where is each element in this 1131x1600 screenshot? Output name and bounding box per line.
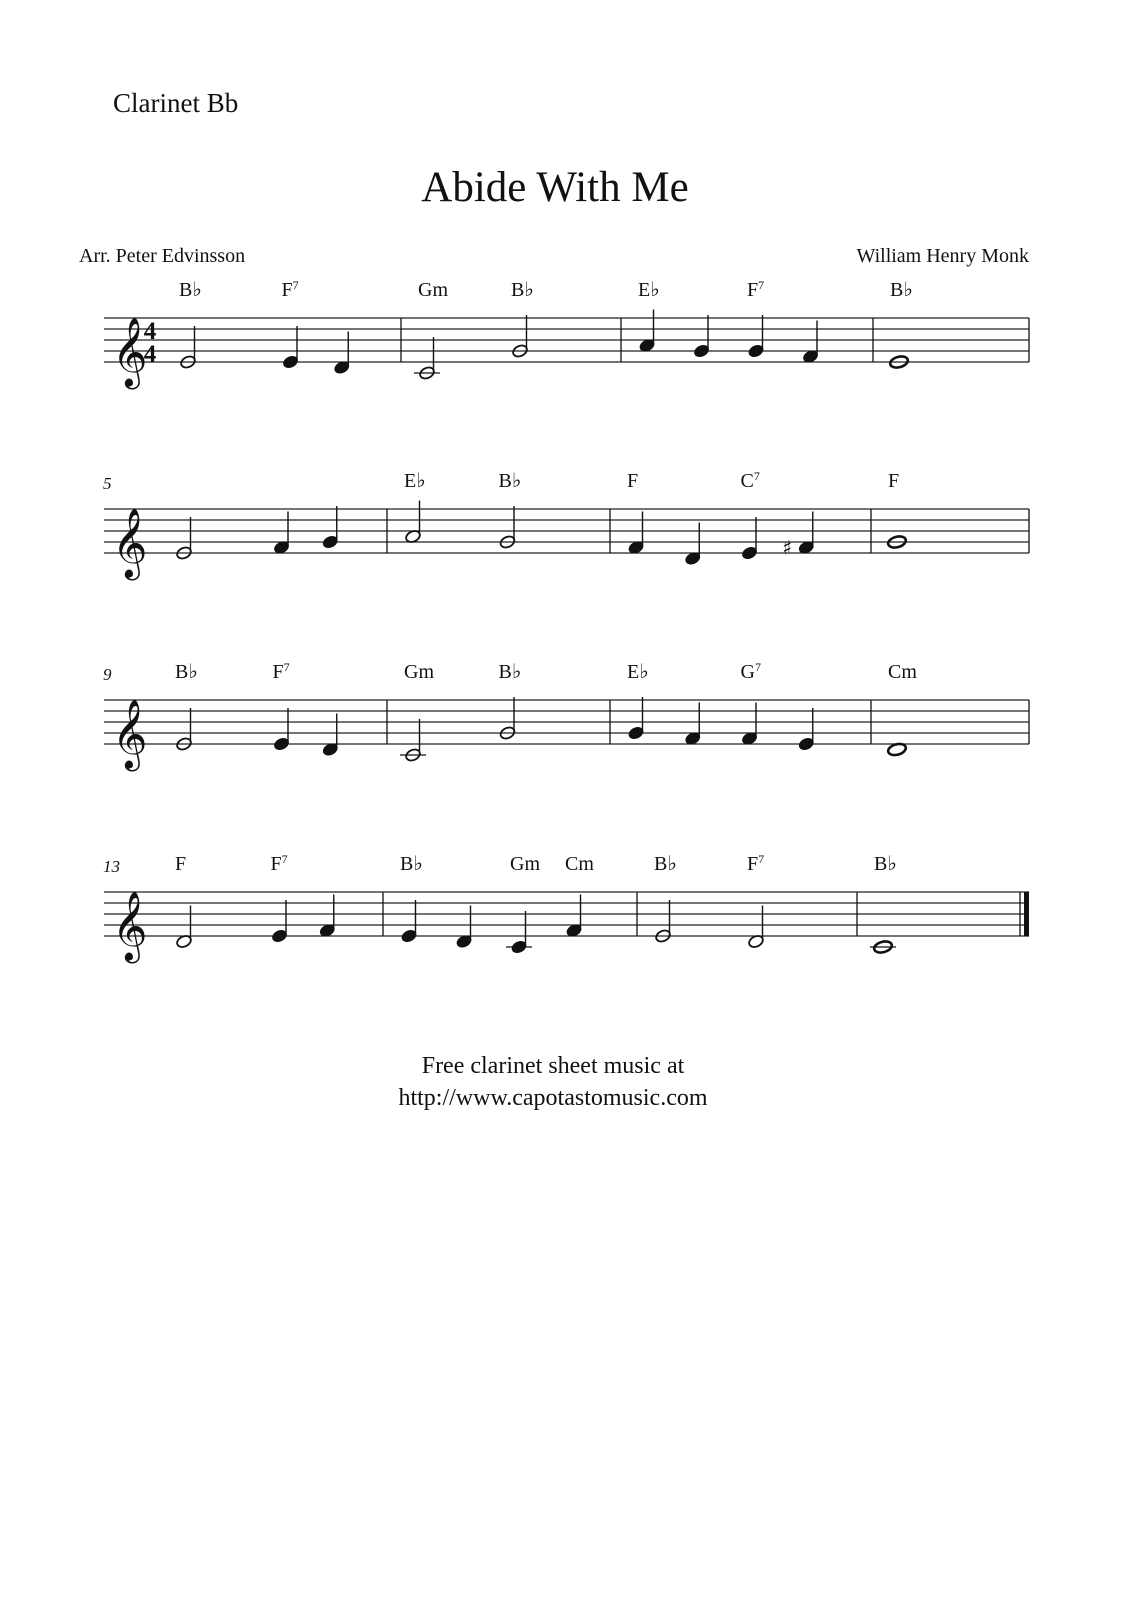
chord-symbol: B♭ xyxy=(890,279,913,301)
arranger-credit: Arr. Peter Edvinsson xyxy=(79,245,246,267)
chord-symbol: $F^7$ xyxy=(270,852,288,875)
footer xyxy=(0,1050,1106,1114)
chord-symbol: B♭ xyxy=(874,853,897,875)
time-signature-bottom: 4 xyxy=(143,341,157,368)
footer-url: http://www.capotastomusic.com xyxy=(398,1085,708,1111)
composer-credit: William Henry Monk xyxy=(856,245,1029,267)
chord-symbol: E♭ xyxy=(404,470,426,492)
sharp-icon: ♯ xyxy=(782,535,792,560)
chord-symbol: Cm xyxy=(888,661,917,683)
chord-symbol: Gm xyxy=(404,661,434,683)
measure-number: 13 xyxy=(103,857,120,876)
chord-symbol: B♭ xyxy=(654,853,677,875)
measure-number: 9 xyxy=(103,665,112,684)
time-signature-top: 4 xyxy=(143,318,157,345)
chord-symbol: B♭ xyxy=(498,661,522,683)
chord-symbol: $C^7$ xyxy=(740,469,760,492)
chord-symbol: B♭ xyxy=(511,279,534,301)
treble-clef-icon: 𝄞 xyxy=(112,891,148,961)
measure-number: 5 xyxy=(103,474,112,493)
chord-symbol: Gm xyxy=(418,279,448,301)
song-title: Abide With Me xyxy=(421,164,689,211)
chord-symbol: B♭ xyxy=(400,853,423,875)
chord-symbol: F xyxy=(888,470,900,492)
chord-symbol: $F^7$ xyxy=(272,660,290,683)
chord-symbol: E♭ xyxy=(627,661,649,683)
treble-clef-icon: 𝄞 xyxy=(112,699,148,769)
instrument-label: Clarinet Bb xyxy=(113,88,239,118)
chord-symbol: $G^7$ xyxy=(740,660,761,683)
chord-symbol: $F^7$ xyxy=(747,278,765,301)
chord-symbol: Gm xyxy=(510,853,540,875)
chord-symbol: Cm xyxy=(565,853,594,875)
treble-clef-icon: 𝄞 xyxy=(112,508,148,578)
chord-symbol: F xyxy=(175,853,187,875)
treble-clef-icon: 𝄞 xyxy=(112,317,148,387)
chord-symbol: $F^7$ xyxy=(747,852,765,875)
final-barline-thick xyxy=(1024,892,1029,936)
chord-symbol: F xyxy=(627,470,639,492)
chord-symbol: B♭ xyxy=(498,470,522,492)
chord-symbol: B♭ xyxy=(175,661,198,683)
footer-line-1: Free clarinet sheet music at xyxy=(421,1053,685,1079)
chord-symbol: E♭ xyxy=(638,279,660,301)
chord-symbol: B♭ xyxy=(179,279,202,301)
chord-symbol: $F^7$ xyxy=(281,278,299,301)
